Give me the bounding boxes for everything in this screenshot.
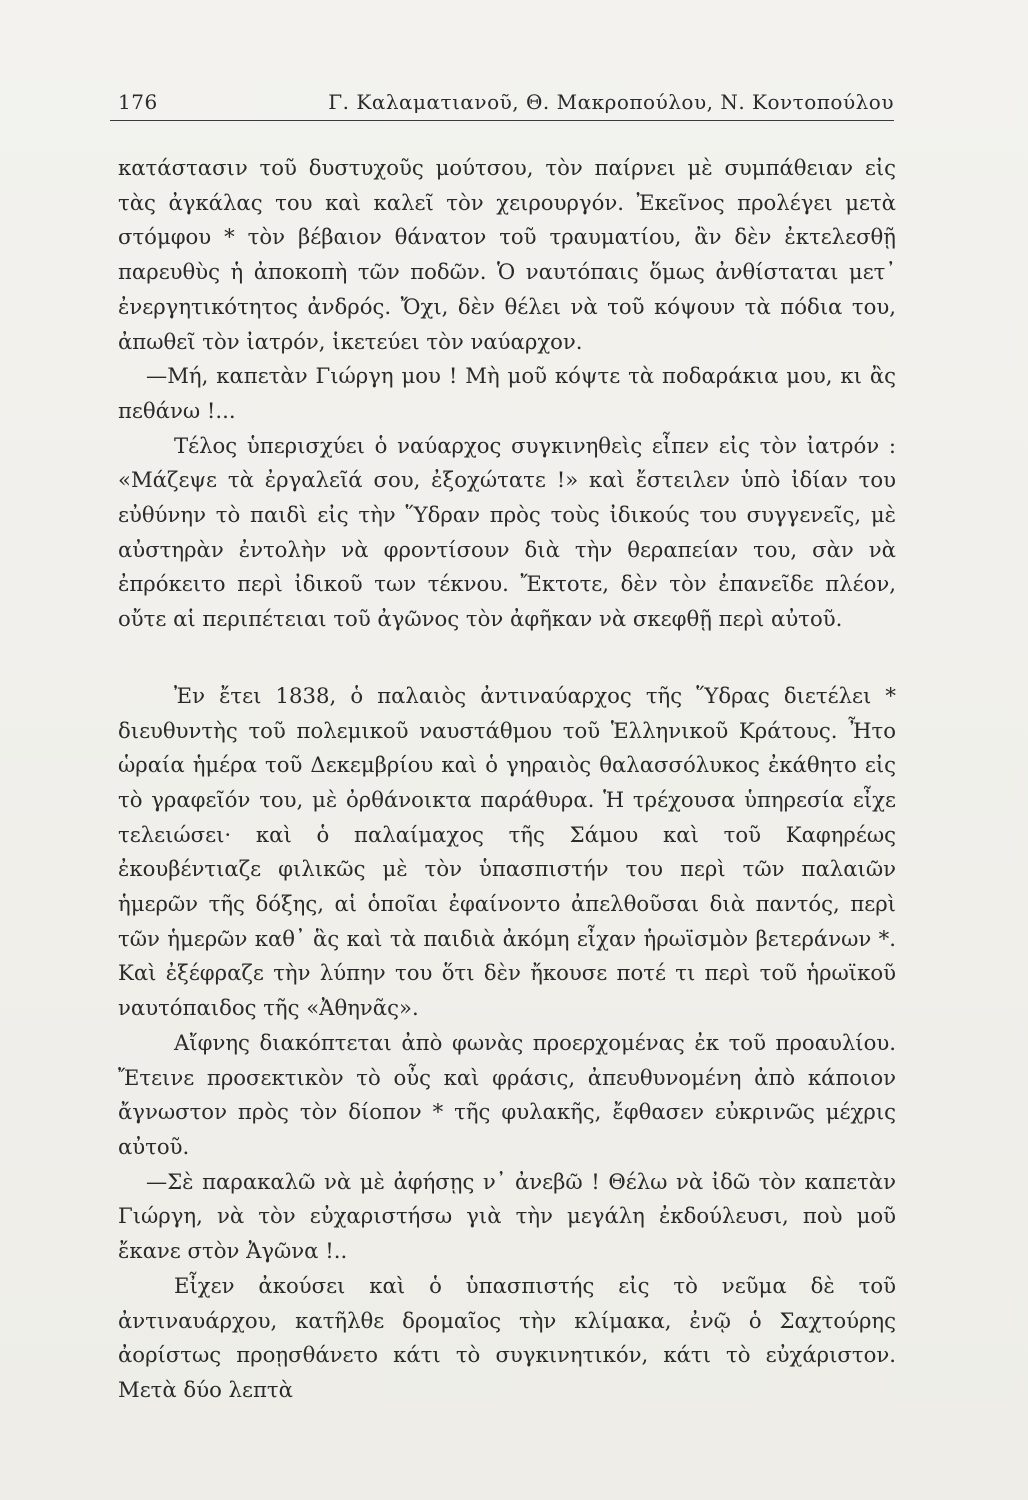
dialogue-paragraph: —Μή, καπετὰν Γιώργη μου ! Μὴ μοῦ κόψτε τὰ ποδαράκια μου, κι ἂς πεθάνω !...: [118, 363, 896, 423]
paragraph: Ἐν ἔτει 1838, ὁ παλαιὸς ἀντιναύαρχος τῆς Ὕδρας διετέλει * διευθυντὴς τοῦ πολεμικοῦ ναυστάθμου τοῦ Ἑλληνικοῦ Κράτους. Ἦτο ὡραία ἡμέρα τοῦ Δεκεμβρίου καὶ ὁ γηραιὸς θαλασσόλυκος ἐκάθητο εἰς τὸ γραφεῖόν του, μὲ ὀρθάνοικτα παράθυρα. Ἡ τρέχουσα ὑπηρεσία εἶχε τελειώσει· καὶ ὁ παλαίμαχος τῆς Σάμου καὶ τοῦ Καφηρέως ἐκουβέντιαζε φιλικῶς μὲ τὸν ὑπασπιστήν του περὶ τῶν παλαιῶν ἡμερῶν τῆς δόξης, αἱ ὁποῖαι ἐφαίνοντο ἀπελθοῦσαι διὰ παντός, περὶ τῶν ἡμερῶν καθ᾽ ἃς καὶ τὰ παιδιὰ ἀκόμη εἶχαν ἡρωϊσμὸν βετεράνων *. Καὶ ἐξέφραζε τὴν λύπην του ὅτι δὲν ἤκουσε ποτέ τι περὶ τοῦ ἡρωϊκοῦ ναυτόπαιδος τῆς «Ἀθηνᾶς».: [118, 682, 896, 1021]
dialogue-paragraph: —Σὲ παρακαλῶ νὰ μὲ ἀφήσῃς ν᾽ ἀνεβῶ ! Θέλω νὰ ἰδῶ τὸν καπετὰν Γιώργη, νὰ τὸν εὐχαριστήσω γιὰ τὴν μεγάλη ἐκδούλευσι, ποὺ μοῦ ἔκανε στὸν Ἀγῶνα !..: [118, 1168, 896, 1264]
paragraph-continued: κατάστασιν τοῦ δυστυχοῦς μούτσου, τὸν παίρνει μὲ συμπάθειαν εἰς τὰς ἀγκάλας του καὶ καλεῖ τὸν χειρουργόν. Ἐκεῖνος προλέγει μετὰ στόμφου * τὸν βέβαιον θάνατον τοῦ τραυματίου, ἂν δὲν ἐκτελεσθῇ παρευθὺς ἡ ἀποκοπὴ τῶν ποδῶν. Ὁ ναυτόπαις ὅμως ἀνθίσταται μετ᾽ ἐνεργητικότητος ἀνδρός. Ὄχι, δὲν θέλει νὰ τοῦ κόψουν τὰ πόδια του, ἀπωθεῖ τὸν ἰατρόν, ἱκετεύει τὸν ναύαρχον.: [118, 155, 896, 354]
section-break: [118, 637, 896, 679]
paragraph: Εἶχεν ἀκούσει καὶ ὁ ὑπασπιστής εἰς τὸ νεῦμα δὲ τοῦ ἀντιναυάρχου, κατῆλθε δρομαῖος τὴν κλίμακα, ἐνῷ ὁ Σαχτούρης ἀορίστως προῃσθάνετο κάτι τὸ συγκινητικόν, κάτι τὸ εὐχάριστον. Μετὰ δύο λεπτὰ: [118, 1272, 896, 1402]
running-head: [110, 86, 894, 121]
body-text: [118, 151, 896, 1408]
paragraph: Τέλος ὑπερισχύει ὁ ναύαρχος συγκινηθεὶς εἶπεν εἰς τὸν ἰατρόν : «Μάζεψε τὰ ἐργαλεῖά σου, ἐξοχώτατε !» καὶ ἔστειλεν ὑπὸ ἰδίαν του εὐθύνην τὸ παιδὶ εἰς τὴν Ὕδραν πρὸς τοὺς ἰδικούς του συγγενεῖς, μὲ αὐστηρὰν ἐντολὴν νὰ φροντίσουν διὰ τὴν θεραπείαν του, σὰν νὰ ἐπρόκειτο περὶ ἰδικοῦ των τέκνου. Ἔκτοτε, δὲν τὸν ἐπανεῖδε πλέον, οὔτε αἱ περιπέτειαι τοῦ ἀγῶνος τὸν ἀφῆκαν νὰ σκεφθῇ περὶ αὐτοῦ.: [118, 432, 896, 632]
header-authors: Γ. Καλαματιανοῦ, Θ. Μακροπούλου, Ν. Κοντοπούλου: [328, 90, 894, 114]
page-number: 176: [118, 90, 158, 114]
paragraph: Αἴφνης διακόπτεται ἀπὸ φωνὰς προερχομένας ἐκ τοῦ προαυλίου. Ἔτεινε προσεκτικὸν τὸ οὖς καὶ φράσις, ἀπευθυνομένη ἀπὸ κάποιον ἄγνωστον πρὸς τὸν δίοπον * τῆς φυλακῆς, ἔφθασεν εὐκρινῶς μέχρις αὐτοῦ.: [118, 1029, 896, 1159]
